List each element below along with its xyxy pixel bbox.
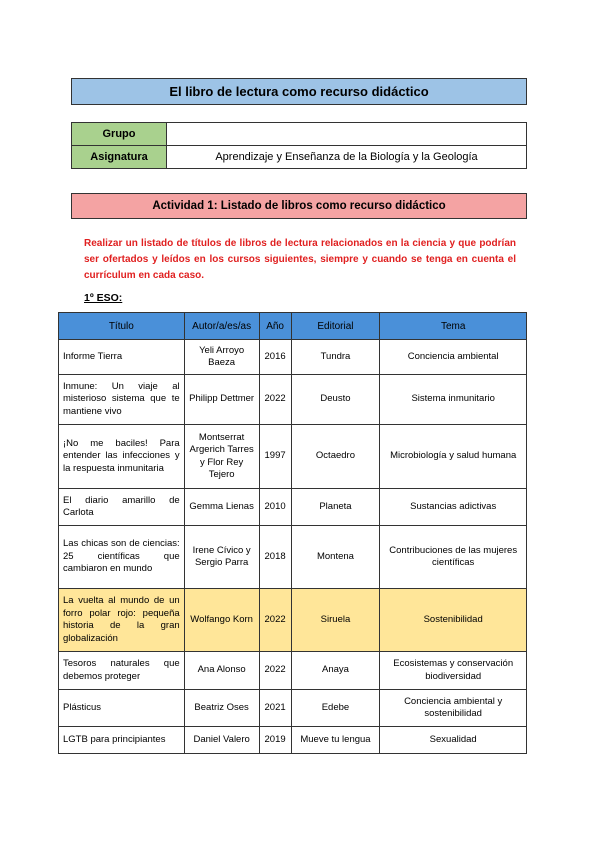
asignatura-value: Aprendizaje y Enseñanza de la Biología y la Geología [167, 146, 527, 169]
header-editorial: Editorial [291, 313, 380, 340]
cell-anio: 2022 [259, 589, 291, 652]
cell-titulo: Informe Tierra [59, 340, 185, 375]
level-label: 1º ESO: [84, 292, 123, 304]
header-tema: Tema [380, 313, 527, 340]
activity-title: Actividad 1: Listado de libros como recurso didáctico [71, 193, 527, 219]
table-header-row [59, 313, 527, 340]
cell-anio: 2021 [259, 690, 291, 727]
table-row [59, 489, 527, 526]
cell-titulo: El diario amarillo de Carlota [59, 489, 185, 526]
cell-editorial: Planeta [291, 489, 380, 526]
cell-tema: Sustancias adictivas [380, 489, 527, 526]
cell-tema: Contribuciones de las mujeres científicas [380, 526, 527, 589]
grupo-row [72, 123, 527, 146]
cell-titulo: ¡No me baciles! Para entender las infecciones y la respuesta inmunitaria [59, 425, 185, 489]
table-row [59, 526, 527, 589]
cell-titulo: Plásticus [59, 690, 185, 727]
cell-autor: Irene Cívico y Sergio Parra [184, 526, 259, 589]
cell-editorial: Edebe [291, 690, 380, 727]
header-autor: Autor/a/es/as [184, 313, 259, 340]
cell-autor: Wolfango Korn [184, 589, 259, 652]
table-row [59, 652, 527, 690]
cell-autor: Yeli Arroyo Baeza [184, 340, 259, 375]
info-table [71, 122, 527, 169]
table-row-highlighted [59, 589, 527, 652]
cell-anio: 2016 [259, 340, 291, 375]
table-row [59, 690, 527, 727]
cell-titulo: La vuelta al mundo de un forro polar rojo: pequeña historia de la gran globalización [59, 589, 185, 652]
cell-anio: 2022 [259, 375, 291, 425]
cell-anio: 2019 [259, 727, 291, 754]
books-table [58, 312, 527, 754]
asignatura-row [72, 146, 527, 169]
cell-tema: Sistema inmunitario [380, 375, 527, 425]
header-titulo: Título [59, 313, 185, 340]
cell-titulo: Tesoros naturales que debemos proteger [59, 652, 185, 690]
cell-editorial: Montena [291, 526, 380, 589]
cell-tema: Microbiología y salud humana [380, 425, 527, 489]
cell-anio: 2010 [259, 489, 291, 526]
cell-tema: Ecosistemas y conservación biodiversidad [380, 652, 527, 690]
table-row [59, 375, 527, 425]
cell-autor: Daniel Valero [184, 727, 259, 754]
cell-autor: Gemma Lienas [184, 489, 259, 526]
cell-tema: Sostenibilidad [380, 589, 527, 652]
cell-editorial: Deusto [291, 375, 380, 425]
grupo-value[interactable] [167, 123, 527, 146]
cell-editorial: Octaedro [291, 425, 380, 489]
cell-autor: Ana Alonso [184, 652, 259, 690]
table-row [59, 340, 527, 375]
document-title: El libro de lectura como recurso didáctico [71, 78, 527, 105]
cell-titulo: LGTB para principiantes [59, 727, 185, 754]
cell-editorial: Anaya [291, 652, 380, 690]
cell-anio: 2022 [259, 652, 291, 690]
cell-autor: Beatriz Oses [184, 690, 259, 727]
cell-autor: Philipp Dettmer [184, 375, 259, 425]
cell-tema: Conciencia ambiental y sostenibilidad [380, 690, 527, 727]
cell-editorial: Tundra [291, 340, 380, 375]
cell-tema: Conciencia ambiental [380, 340, 527, 375]
table-row [59, 425, 527, 489]
cell-anio: 1997 [259, 425, 291, 489]
cell-titulo: Las chicas son de ciencias: 25 científicas que cambiaron en mundo [59, 526, 185, 589]
header-anio: Año [259, 313, 291, 340]
cell-tema: Sexualidad [380, 727, 527, 754]
cell-editorial: Mueve tu lengua [291, 727, 380, 754]
asignatura-label: Asignatura [72, 146, 167, 169]
cell-titulo: Inmune: Un viaje al misterioso sistema que te mantiene vivo [59, 375, 185, 425]
activity-instructions: Realizar un listado de títulos de libros de lectura relacionados en la ciencia y que podrían ser ofertados y leídos en los cursos siguientes, siempre y cuando se tenga en cuenta el currículum en cada caso. [84, 238, 516, 281]
grupo-label: Grupo [72, 123, 167, 146]
cell-anio: 2018 [259, 526, 291, 589]
table-row [59, 727, 527, 754]
cell-editorial: Siruela [291, 589, 380, 652]
cell-autor: Montserrat Argerich Tarres y Flor Rey Tejero [184, 425, 259, 489]
